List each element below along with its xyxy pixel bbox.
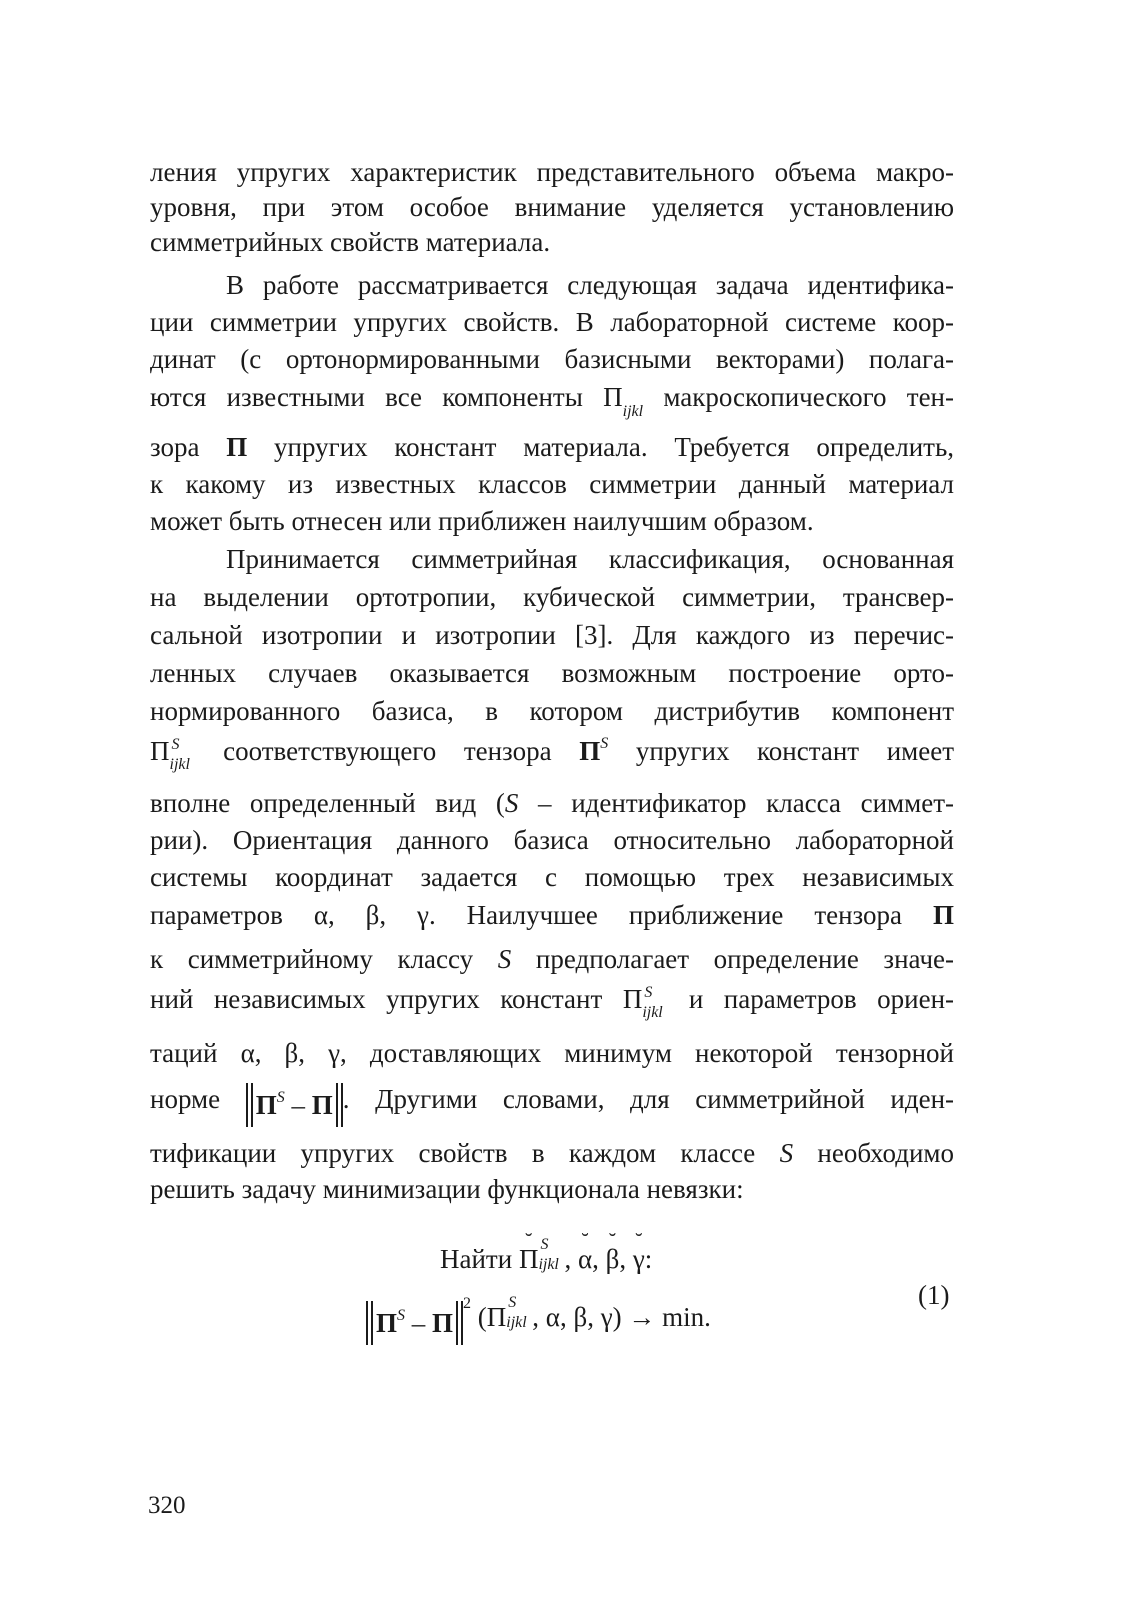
text-run: доставляющих минимум некоторой тензорной <box>369 1038 954 1068</box>
subscript-ijkl: ijkl <box>622 403 644 420</box>
paragraph-line <box>150 786 954 820</box>
text-run: упругих констант материала. Требуется определить, <box>274 432 955 462</box>
tensor-symbol-bold: П <box>226 432 248 462</box>
text-run: предполагает определение значе- <box>535 944 954 974</box>
superscript-s: S <box>600 735 609 752</box>
equation-line-2: $П^S - П^2$ (Π S ijkl , α, β, γ) → min. <box>366 1300 711 1345</box>
subscript-ijkl: ijkl <box>169 756 190 773</box>
tensor-symbol-bold: П <box>932 900 954 930</box>
inline-formula-angles: α, β, γ. Наилучшее приближение тензора <box>313 900 903 930</box>
alpha-breve: ˘ α <box>578 1244 592 1275</box>
text-run: ний независимых упругих констант <box>150 984 603 1014</box>
text-run: макроскопического тен- <box>663 382 954 412</box>
paragraph-line-with-formula <box>150 898 954 932</box>
text-run: соответствующего тензора <box>223 736 552 766</box>
equation-line-1: Найти ˘ Π S ijkl , ˘ α, ˘ β, ˘ γ: <box>440 1242 652 1275</box>
text-run: тификации упругих свойств в каждом классе <box>150 1138 756 1168</box>
inline-formula-norm: $П^S$ – П . Другими словами, для симметрийной иден- <box>246 1084 954 1114</box>
superscript-s: S <box>171 736 180 753</box>
min-label: min <box>662 1302 705 1332</box>
beta-breve: ˘ β <box>606 1244 620 1275</box>
text-run: и параметров ориен- <box>688 984 955 1014</box>
equation-label: Найти <box>440 1244 513 1274</box>
gamma-breve: ˘ γ <box>633 1244 645 1275</box>
paragraph-line: сальной изотропии и изотропии [3]. Для каждого из перечис- <box>150 620 954 650</box>
paragraph-line: ления упругих характеристик представительного объема макро- <box>150 157 954 187</box>
subscript-ijkl: ijkl <box>642 1004 663 1021</box>
paragraph-line-with-formula <box>150 1036 954 1070</box>
paragraph-line: системы координат задается с помощью трех независимых <box>150 862 954 892</box>
text-run: норме <box>150 1084 221 1114</box>
tensor-symbol-bold: П <box>579 736 601 766</box>
paragraph-line-with-formula <box>150 380 954 419</box>
arrow-symbol: → <box>628 1302 656 1332</box>
inline-formula-pi-ijkl <box>603 382 644 420</box>
paragraph-line: симметрийных свойств материала. <box>150 227 551 257</box>
text-run: – идентификатор класса симмет- <box>538 788 954 818</box>
inline-formula-angles: α, β, γ, <box>240 1038 347 1068</box>
pi-breve: ˘ Π <box>519 1244 539 1275</box>
paragraph-line: решить задачу минимизации функционала невязки: <box>150 1174 744 1204</box>
text-run: зора <box>150 432 200 462</box>
class-symbol-s: S <box>779 1138 794 1168</box>
text-run: необходимо <box>817 1138 955 1168</box>
pi-symbol: Π <box>622 984 643 1014</box>
text-run: упругих констант имеет <box>635 736 955 766</box>
class-symbol-s: S <box>497 944 512 974</box>
page-number: 320 <box>148 1492 186 1519</box>
paragraph-line: динат (с ортонормированными базисными векторами) полага- <box>150 344 954 374</box>
class-symbol-s: S <box>504 788 519 818</box>
inline-formula-pi-s-ijkl <box>150 736 196 773</box>
text-run: вполне определенный вид ( <box>150 788 505 818</box>
paragraph-line: может быть отнесен или приближен наилучшим образом. <box>150 506 814 536</box>
paragraph-line <box>150 942 954 976</box>
paragraph-line: ции симметрии упругих свойств. В лабораторной системе коор- <box>150 307 954 337</box>
inline-formula-pi-s <box>579 736 608 766</box>
pi-symbol: Π <box>150 736 170 766</box>
paragraph-line: к какому из известных классов симметрии данный материал <box>150 469 954 499</box>
pi-symbol: Π <box>603 382 623 412</box>
paragraph-line: уровня, при этом особое внимание уделяется установлению <box>150 192 954 222</box>
paragraph-line <box>150 1136 954 1170</box>
paragraph-line: нормированного базиса, в котором дистрибутив компонент <box>150 696 954 726</box>
paragraph-line: ленных случаев оказывается возможным построение орто- <box>150 658 954 688</box>
equation-number: (1) <box>918 1280 950 1310</box>
paragraph-line-with-formula <box>150 982 955 1021</box>
text-run: ются известными все компоненты <box>150 382 583 412</box>
exponent-2: 2 <box>463 1295 472 1312</box>
text-run: к симметрийному классу <box>150 944 474 974</box>
paragraph-line: В работе рассматривается следующая задача идентифика- <box>226 270 954 300</box>
text-run: параметров <box>150 900 283 930</box>
norm-expression: $П^S$ – П <box>366 1301 463 1345</box>
paragraph-line <box>150 430 954 464</box>
text-run: таций <box>150 1038 218 1068</box>
paragraph-line: Принимается симметрийная классификация, основанная <box>226 544 954 574</box>
paragraph-line: рии). Ориентация данного базиса относительно лабораторной <box>150 825 954 855</box>
paragraph-line-with-formula <box>150 734 954 773</box>
superscript-s: S <box>644 984 653 1001</box>
paragraph-line: на выделении ортотропии, кубической симметрии, трансвер- <box>150 582 954 612</box>
paragraph-line-with-formula <box>150 1082 954 1127</box>
inline-formula-pi-s-ijkl <box>622 984 669 1021</box>
